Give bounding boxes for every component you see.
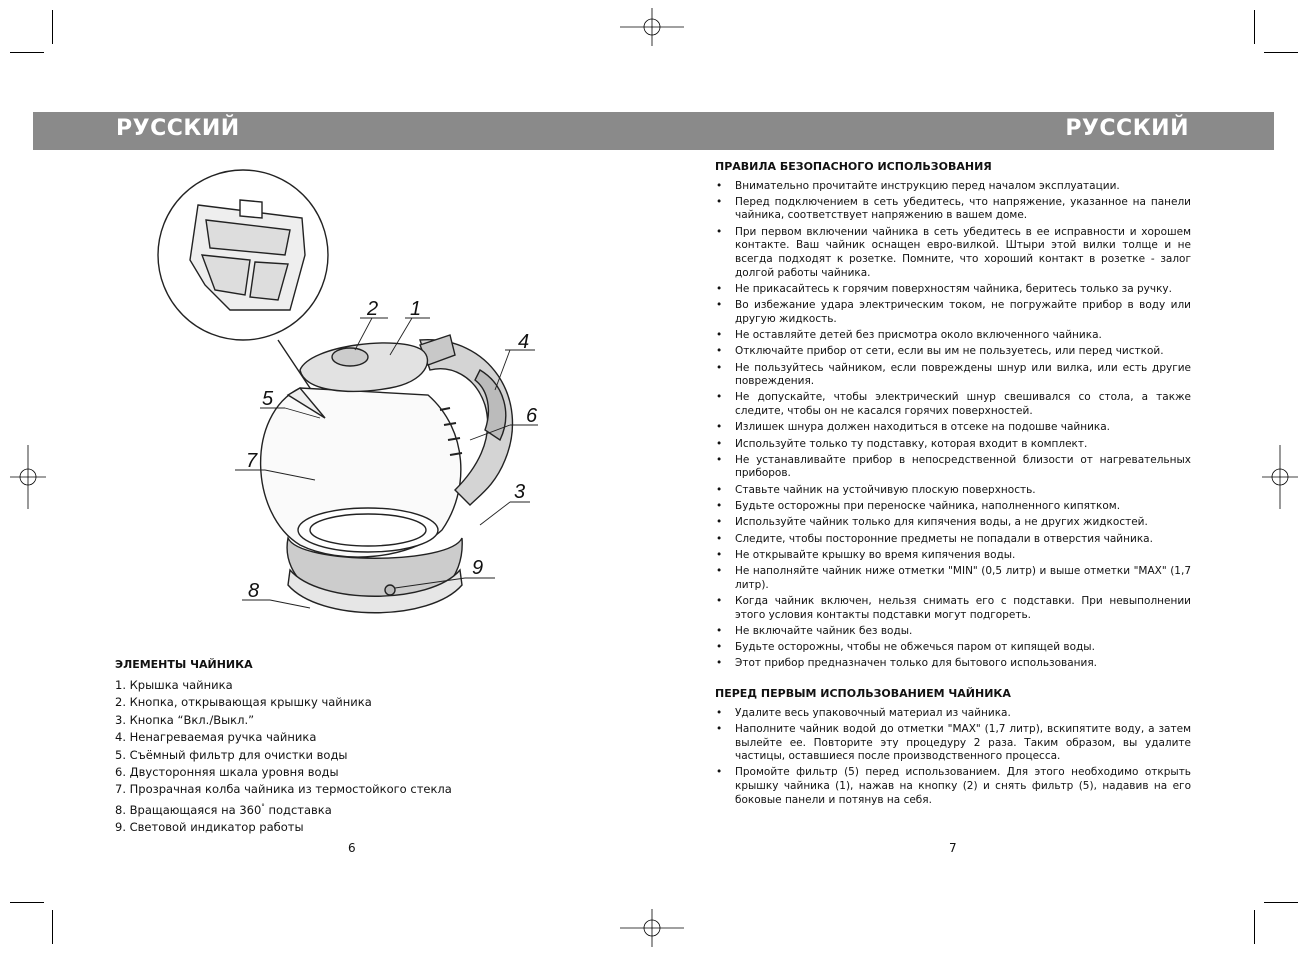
callout-4: 4 — [518, 331, 530, 353]
parts-item-8-text: 8. Вращающаяся на 360 — [115, 802, 262, 817]
safety-heading: ПРАВИЛА БЕЗОПАСНОГО ИСПОЛЬЗОВАНИЯ — [715, 160, 992, 173]
kettle-lid — [300, 343, 427, 391]
list-item: • Используйте только ту подставку, которая входит в комплект. — [715, 438, 1191, 452]
parts-item: 7. Прозрачная колба чайника из термостойкого стекла — [115, 782, 452, 797]
page-number-left: 6 — [348, 841, 356, 855]
parts-item: 3. Кнопка “Вкл./Выкл.” — [115, 712, 255, 727]
power-indicator — [385, 585, 395, 595]
parts-item: 6. Двусторонняя шкала уровня воды — [115, 765, 339, 780]
list-item: • Внимательно прочитайте инструкцию перед началом эксплуатации. — [715, 180, 1191, 194]
header-title-left: РУССКИЙ — [116, 116, 240, 141]
parts-item: 9. Световой индикатор работы — [115, 820, 304, 835]
parts-item — [115, 799, 515, 819]
list-item: • Ставьте чайник на устойчивую плоскую поверхность. — [715, 484, 1191, 498]
list-item: • Этот прибор предназначен только для бытового использования. — [715, 657, 1191, 671]
callout-3: 3 — [514, 481, 526, 503]
list-item: • Не включайте чайник без воды. — [715, 625, 1191, 639]
header-title-right: РУССКИЙ — [1065, 116, 1189, 141]
parts-item-8-suffix: подставка — [264, 802, 332, 817]
list-item: • Не оставляйте детей без присмотра около включенного чайника. — [715, 329, 1191, 343]
callout-5: 5 — [262, 388, 274, 410]
parts-item: 4. Ненагреваемая ручка чайника — [115, 730, 317, 745]
list-item: • При первом включении чайника в сеть убедитесь в ее исправности и хорошем контакте. Ваш чайник оснащен евро-вилкой. Штыри этой вилки толще и не всегда подходят к розетке. Помните, что хороший контакт в розетке - залог долгой работы чайника. — [715, 226, 1191, 280]
list-item: • Удалите весь упаковочный материал из чайника. — [715, 707, 1191, 721]
callout-6: 6 — [526, 405, 538, 427]
list-item: • Будьте осторожны, чтобы не обжечься паром от кипящей воды. — [715, 641, 1191, 655]
degree-mark: ° — [261, 802, 265, 811]
list-item: • Излишек шнура должен находиться в отсеке на подошве чайника. — [715, 421, 1191, 435]
list-item: • Промойте фильтр (5) перед использованием. Для этого необходимо открыть крышку чайника (1), нажав на кнопку (2) и снять фильтр (5), надавив на его боковые панели и потянув на себя. — [715, 766, 1191, 807]
callout-8: 8 — [248, 580, 260, 602]
safety-rules-section — [715, 160, 1191, 823]
callout-1: 1 — [410, 298, 422, 320]
list-item: • Не прикасайтесь к горячим поверхностям чайника, беритесь только за ручку. — [715, 283, 1191, 297]
list-item: • Наполните чайник водой до отметки "MAX" (1,7 литр), вскипятите воду, а затем вылейте ее. Повторите эту процедуру 2 раза. Таким образом, вы удалите частицы, оставшиеся после производственного процесса. — [715, 723, 1191, 764]
parts-item: 1. Крышка чайника — [115, 678, 233, 692]
header-band — [33, 112, 1274, 150]
list-item: • Следите, чтобы посторонние предметы не попадали в отверстия чайника. — [715, 533, 1191, 547]
list-item: • Не открывайте крышку во время кипячения воды. — [715, 549, 1191, 563]
list-item: • Не устанавливайте прибор в непосредственной близости от нагревательных приборов. — [715, 454, 1191, 481]
list-item: • Когда чайник включен, нельзя снимать его с подставки. При невыполнении этого условия контакты подставки могут подгореть. — [715, 595, 1191, 622]
page-number-right: 7 — [949, 841, 957, 855]
parts-item: 2. Кнопка, открывающая крышку чайника — [115, 695, 372, 710]
list-item: • Не допускайте, чтобы электрический шнур свешивался со стола, а также следите, чтобы он не касался горячих поверхностей. — [715, 391, 1191, 418]
parts-list — [115, 677, 515, 836]
list-item: • Будьте осторожны при переноске чайника, наполненного кипятком. — [715, 500, 1191, 514]
list-item: • Отключайте прибор от сети, если вы им не пользуетесь, или перед чисткой. — [715, 345, 1191, 359]
first-use-heading: ПЕРЕД ПЕРВЫМ ИСПОЛЬЗОВАНИЕМ ЧАЙНИКА — [715, 687, 1011, 701]
parts-item: 5. Съёмный фильтр для очистки воды — [115, 747, 348, 762]
first-use-list — [715, 707, 1191, 808]
list-item: • Во избежание удара электрическим током, не погружайте прибор в воду или другую жидкость. — [715, 299, 1191, 326]
safety-list — [715, 180, 1191, 671]
list-item: • Не наполняйте чайник ниже отметки "MIN" (0,5 литр) и выше отметки "MAX" (1,7 литр). — [715, 565, 1191, 592]
kettle-parts-section — [115, 658, 515, 836]
parts-heading: ЭЛЕМЕНТЫ ЧАЙНИКА — [115, 658, 253, 671]
list-item: • Не пользуйтесь чайником, если повреждены шнур или вилка, или есть другие повреждения. — [715, 362, 1191, 389]
callout-7: 7 — [246, 450, 258, 472]
callout-9: 9 — [472, 557, 484, 579]
list-item: • Используйте чайник только для кипячения воды, а не других жидкостей. — [715, 516, 1191, 530]
callout-2: 2 — [367, 298, 379, 320]
list-item: • Перед подключением в сеть убедитесь, что напряжение, указанное на панели чайника, соответствует напряжению в вашем доме. — [715, 196, 1191, 223]
kettle-illustration — [150, 160, 550, 630]
